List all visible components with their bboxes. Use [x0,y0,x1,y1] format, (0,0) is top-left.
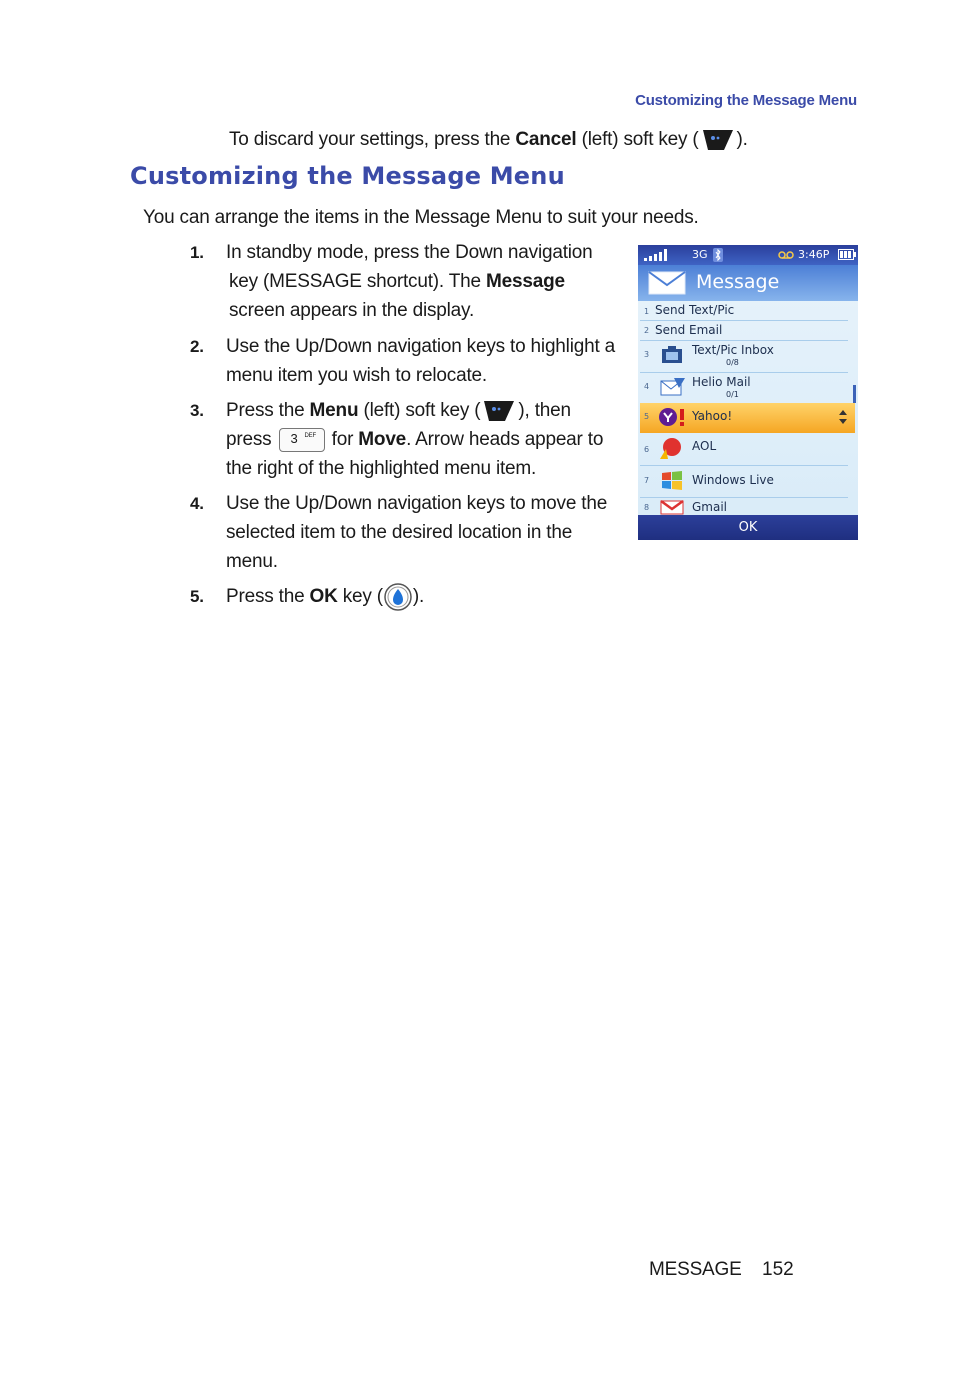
item-number: 6 [644,445,650,454]
page-number: 152 [762,1259,794,1280]
discard-text-suffix: ). [736,129,748,150]
menu-item-send-text [640,302,848,321]
step-1-line-2 [229,267,620,296]
bluetooth-icon [713,248,723,262]
helio-mail-icon [660,376,686,398]
step-5-text-c: ). [412,586,425,608]
step-number: 1. [190,243,204,262]
cancel-label: Cancel [515,129,577,150]
scrollbar [853,385,856,403]
key-3-letters: DEF [304,432,316,439]
item-label: AOL [692,439,717,453]
step-3-text-f: . Arrow heads appear to the right of the highlighted menu item. [226,429,604,479]
unread-count: 0/8 [726,358,739,367]
item-label: Text/Pic Inbox [692,343,774,357]
step-5-text-b: key ( [337,586,383,608]
step-3-text-c: ), then [518,400,571,421]
step-number: 4. [190,494,204,513]
step-3-text-b: (left) soft key ( [358,400,481,421]
phone-screen-image [638,245,858,540]
item-number: 1 [644,307,650,316]
step-3-text-e: for [326,429,359,450]
menu-item-helio-mail [640,373,848,404]
step-2 [190,332,615,390]
item-label: Gmail [692,500,728,514]
gmail-icon [660,500,684,515]
envelope-icon [648,271,686,295]
discard-text-middle: (left) soft key ( [576,129,699,150]
step-1-line-1: In standby mode, press the Down navigation [226,242,593,263]
battery-icon [838,249,856,260]
step-1 [190,238,620,325]
step-5-text-a: Press the [226,586,310,608]
signal-icon [644,249,668,261]
item-label: Windows Live [692,473,774,487]
move-label: Move [358,429,407,450]
step-4 [190,489,618,576]
item-number: 5 [644,412,650,421]
unread-count: 0/1 [726,390,739,399]
step-number: 3. [190,401,204,420]
key-3-icon [279,428,325,452]
step-1-text: key (MESSAGE shortcut). The [229,271,486,292]
left-softkey-icon [700,127,736,153]
windows-live-icon [660,470,684,492]
message-label: Message [485,271,565,292]
ok-label: OK [309,586,338,608]
step-4-text: Use the Up/Down navigation keys to move the selected item to the desired location in the menu. [226,493,608,572]
step-3-text-d: press [226,429,277,450]
menu-item-text-pic-inbox [640,341,848,373]
voicemail-icon [778,250,794,260]
discard-text-prefix: To discard your settings, press the [229,129,516,150]
ok-softkey-label: OK [738,520,758,535]
item-label: Send Text/Pic [655,303,735,317]
item-number: 7 [644,476,650,485]
item-number: 4 [644,382,650,391]
step-number: 5. [190,587,204,606]
section-title: Customizing the Message Menu [130,162,565,190]
footer-section-label: MESSAGE [649,1259,742,1280]
item-number: 2 [644,326,650,335]
phone-softkey-bar [638,515,858,540]
key-3-digit: 3 [290,430,298,446]
running-header: Customizing the Message Menu [635,92,857,109]
phone-title-bar [638,265,858,301]
network-indicator: 3G [692,248,708,261]
phone-screen-title: Message [696,271,780,293]
menu-item-aol [640,434,848,466]
item-label: Yahoo! [692,409,733,423]
discard-instruction [229,125,748,154]
phone-status-bar [638,245,858,265]
intro-paragraph: You can arrange the items in the Message Menu to suit your needs. [143,207,699,228]
menu-item-gmail [640,498,848,515]
aim-icon [656,437,686,461]
step-number: 2. [190,337,204,356]
item-label: Helio Mail [692,375,751,389]
step-3 [190,396,620,483]
item-number: 3 [644,350,650,359]
clock: 3:46P [798,248,830,261]
ok-key-icon [383,582,413,612]
yahoo-icon [658,407,688,427]
step-1-line-3: screen appears in the display. [229,300,475,321]
left-softkey-icon [481,398,517,424]
item-number: 8 [644,503,650,512]
inbox-icon [660,346,684,364]
menu-item-send-email [640,321,848,341]
menu-item-yahoo-highlighted [640,403,855,433]
step-5 [190,582,620,612]
step-2-text: Use the Up/Down navigation keys to highlight a menu item you wish to relocate. [226,336,615,386]
menu-item-windows-live [640,466,848,498]
item-label: Send Email [655,323,723,337]
menu-label: Menu [309,400,359,421]
reorder-arrows-icon [838,409,848,425]
step-3-text-a: Press the [226,400,310,421]
